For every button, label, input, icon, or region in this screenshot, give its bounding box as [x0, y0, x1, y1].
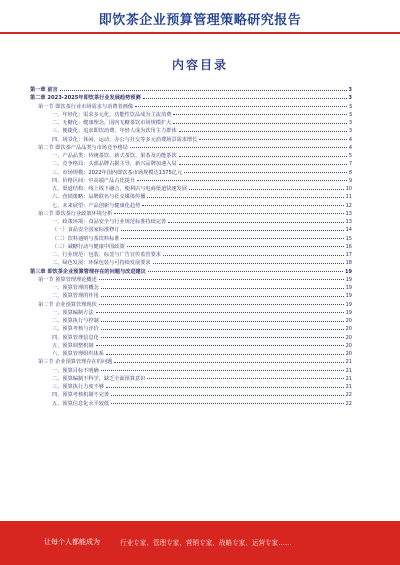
- toc-entry[interactable]: [30, 259, 352, 267]
- toc-entry-title: 五、渠道结构：线上线下融合，便利店与电商渠道快速发展: [52, 186, 187, 192]
- toc-entry[interactable]: [30, 284, 352, 292]
- toc-leader-dots: [147, 197, 343, 198]
- toc-entry[interactable]: [30, 111, 352, 119]
- toc-leader-dots: [101, 288, 344, 289]
- toc-leader-dots: [179, 164, 347, 165]
- toc-leader-dots: [99, 279, 344, 280]
- toc-entry[interactable]: [30, 94, 352, 102]
- toc-entry-page: 21: [345, 359, 352, 366]
- toc-entry-page: 16: [345, 243, 352, 250]
- toc-leader-dots: [111, 395, 344, 396]
- toc-entry-title: 第一节 预算管理理论概述: [38, 276, 97, 283]
- toc-entry[interactable]: [30, 185, 352, 193]
- toc-entry[interactable]: [30, 119, 352, 127]
- toc-leader-dots: [114, 213, 343, 214]
- toc-entry-title: 一、政策环境：食品安全与行业规范标准持续完善: [52, 219, 167, 225]
- toc-entry[interactable]: [30, 218, 352, 226]
- toc-leader-dots: [130, 147, 347, 148]
- toc-entry-page: 3: [348, 103, 352, 110]
- toc-leader-dots: [143, 98, 347, 99]
- toc-entry-title: 三、预算执行力度不够: [52, 384, 104, 390]
- toc-leader-dots: [153, 263, 344, 264]
- toc-entry[interactable]: [30, 391, 352, 399]
- toc-entry[interactable]: [30, 292, 352, 300]
- toc-entry-page: 7: [348, 161, 352, 168]
- toc-entry-title: 二、预算编制不科学，缺乏全面预算意识: [52, 375, 146, 382]
- toc-entry-page: 20: [345, 351, 352, 357]
- toc-entry[interactable]: [30, 152, 352, 160]
- toc-entry-page: 14: [345, 227, 352, 234]
- toc-entry[interactable]: [30, 383, 352, 391]
- toc-leader-dots: [101, 370, 344, 371]
- toc-entry-page: 21: [345, 375, 352, 382]
- toc-entry-page: 19: [345, 293, 352, 300]
- toc-entry[interactable]: [30, 177, 352, 185]
- toc-entry-page: 5: [348, 153, 352, 159]
- toc-entry-title: 四、场景化：休闲、运动、办公与社交等多元消费场景需求增长: [52, 136, 198, 143]
- toc-entry-page: 15: [345, 235, 352, 242]
- toc-leader-dots: [173, 123, 346, 124]
- toc-entry-title: 五、预算调整机制: [52, 342, 94, 349]
- toc-entry-title: 六、营销策略：品牌联名与社交媒体传播: [52, 194, 146, 201]
- toc-entry-title: 五、预算信息化水平较低: [52, 400, 110, 407]
- toc-leader-dots: [142, 205, 343, 206]
- toc-entry-title: 三、预算考核与评价: [52, 326, 99, 333]
- toc-leader-dots: [101, 296, 344, 297]
- toc-leader-dots: [101, 321, 344, 322]
- toc-entry-page: 19: [345, 301, 352, 308]
- toc-entry-page: 9: [348, 177, 352, 184]
- toc-entry-title: （二）饮料通则与茶饮料标准: [52, 235, 120, 242]
- toc-entry-page: 13: [345, 210, 352, 217]
- toc-entry-page: 19: [345, 285, 352, 291]
- toc-leader-dots: [199, 139, 347, 140]
- toc-entry-title: 第二节 企业预算管理现状: [38, 301, 97, 308]
- toc-entry-title: 三、便捷化：追求即饮消费，年轻人成为饮用主力群体: [52, 128, 177, 135]
- toc-leader-dots: [163, 255, 344, 256]
- toc-leader-dots: [127, 246, 344, 247]
- toc-entry-title: 二、预算管理的作用: [52, 293, 99, 300]
- footer-slogan: 让每个人都能成为: [44, 538, 100, 546]
- toc-entry-title: 二、无糖化：健康理念，国内无糖茶饮市场规模扩大: [52, 120, 172, 126]
- toc-entry[interactable]: [30, 160, 352, 168]
- toc-entry-title: 三、绿色发展：环保包装与可持续发展要求: [52, 260, 151, 267]
- toc-entry[interactable]: [30, 367, 352, 375]
- toc-leader-dots: [179, 131, 347, 132]
- toc-entry-title: 第三节 即饮茶行业政策环境分析: [38, 210, 113, 217]
- toc-entry[interactable]: [30, 243, 352, 251]
- toc-entry-page: 20: [345, 318, 352, 324]
- toc-entry-title: 二、行业规范：包装、标签与广告宣传监管要求: [52, 252, 161, 258]
- toc-entry-title: 一、预算目标不明确: [52, 367, 99, 374]
- toc-entry-page: 17: [345, 252, 352, 258]
- toc-leader-dots: [168, 222, 343, 223]
- toc-entry[interactable]: [30, 350, 352, 358]
- toc-leader-dots: [106, 354, 344, 355]
- toc-leader-dots: [96, 345, 344, 346]
- toc-leader-dots: [135, 106, 347, 107]
- toc-heading: 内容目录: [171, 58, 228, 72]
- toc-entry[interactable]: [30, 144, 352, 152]
- toc-leader-dots: [189, 189, 344, 190]
- toc-leader-dots: [114, 362, 343, 363]
- toc-leader-dots: [96, 312, 344, 313]
- toc-entry[interactable]: [30, 301, 352, 309]
- toc-entry-page: 18: [345, 260, 352, 267]
- toc-leader-dots: [121, 238, 343, 239]
- toc-leader-dots: [147, 378, 343, 379]
- report-title: 即饮茶企业预算管理策略研究报告: [98, 13, 302, 28]
- toc-entry-page: 3: [348, 128, 352, 135]
- toc-entry-title: 第一章 前言: [30, 87, 58, 93]
- toc-entry-title: 四、预算管理信息化: [52, 334, 99, 341]
- footer-tags: 行业专家、管理专家、营销专家、战略专家、运营专家……: [120, 539, 292, 547]
- toc-entry[interactable]: [30, 86, 352, 94]
- toc-leader-dots: [173, 114, 346, 115]
- toc-leader-dots: [101, 337, 344, 338]
- toc-entry-title: 四、预算考核机制不完善: [52, 392, 110, 399]
- toc-entry[interactable]: [30, 358, 352, 366]
- table-of-contents: [30, 86, 352, 408]
- toc-entry-title: 第二章 2023-2025年即饮茶行业发展趋势预测: [30, 95, 141, 102]
- toc-entry-page: 3: [348, 95, 352, 102]
- toc-entry[interactable]: [30, 226, 352, 234]
- toc-entry[interactable]: [30, 317, 352, 325]
- toc-entry[interactable]: [30, 136, 352, 144]
- toc-leader-dots: [60, 90, 347, 91]
- toc-leader-dots: [101, 329, 344, 330]
- toc-entry-page: 8: [348, 169, 352, 176]
- toc-entry-page: 21: [345, 384, 352, 390]
- toc-entry-title: 第三章 即饮茶企业预算管理存在的问题与改进建议: [30, 268, 146, 275]
- toc-entry-title: 二、竞争格局：头部品牌占据主导，新兴品牌加速入局: [52, 161, 177, 168]
- toc-entry-title: 第一节 即饮茶行业市场需求与消费者画像: [38, 103, 134, 110]
- toc-entry-title: 七、未来展望：产品创新与健康化趋势: [52, 202, 141, 209]
- toc-entry[interactable]: [30, 235, 352, 243]
- toc-entry-title: （一）食品安全国家标准修订: [52, 227, 120, 234]
- page-header: [0, 0, 400, 34]
- toc-entry-title: 四、价格区间：中高端产品占比提升: [52, 177, 136, 184]
- toc-entry[interactable]: [30, 103, 352, 111]
- toc-entry[interactable]: [30, 268, 352, 276]
- page-footer: [0, 521, 400, 565]
- toc-entry-title: 一、年轻化：需求多元化，功能性饮品成为主流消费: [52, 111, 172, 118]
- toc-entry-title: 二、预算执行与控制: [52, 318, 99, 324]
- toc-leader-dots: [121, 230, 343, 231]
- toc-entry-title: 一、预算管理的概念: [52, 285, 99, 291]
- toc-entry-title: 第三节 企业预算管理存在的问题: [38, 359, 113, 366]
- toc-entry[interactable]: [30, 202, 352, 210]
- toc-entry-page: 21: [345, 367, 352, 374]
- toc-entry-page: 19: [345, 309, 352, 316]
- toc-entry-page: 20: [345, 342, 352, 349]
- toc-entry-page: 4: [348, 136, 352, 143]
- toc-entry[interactable]: [30, 400, 352, 408]
- toc-leader-dots: [137, 180, 347, 181]
- toc-entry-title: 一、预算编制方法: [52, 309, 94, 316]
- toc-leader-dots: [148, 271, 343, 272]
- toc-entry-page: 22: [345, 400, 352, 407]
- toc-entry-page: 3: [348, 111, 352, 118]
- toc-entry[interactable]: [30, 309, 352, 317]
- toc-entry[interactable]: [30, 193, 352, 201]
- toc-leader-dots: [184, 172, 347, 173]
- toc-entry-page: 12: [345, 202, 352, 209]
- toc-entry-page: 19: [345, 268, 352, 275]
- toc-entry[interactable]: [30, 127, 352, 135]
- toc-leader-dots: [99, 304, 344, 305]
- toc-leader-dots: [106, 387, 344, 388]
- toc-entry[interactable]: [30, 251, 352, 259]
- toc-entry-page: 20: [345, 326, 352, 333]
- toc-entry-title: 三、市场规模：2022年国内即饮茶市场规模达1375亿元: [52, 169, 183, 176]
- toc-entry[interactable]: [30, 169, 352, 177]
- toc-entry-page: 3: [348, 120, 352, 126]
- toc-entry-page: 4: [348, 144, 352, 151]
- toc-leader-dots: [111, 403, 344, 404]
- toc-entry[interactable]: [30, 334, 352, 342]
- toc-leader-dots: [179, 156, 347, 157]
- toc-entry-title: 第二节 即饮茶产品品类与市场竞争格局: [38, 144, 128, 151]
- toc-entry-page: 22: [345, 392, 352, 399]
- toc-entry-page: 3: [348, 87, 352, 93]
- toc-entry[interactable]: [30, 342, 352, 350]
- toc-entry[interactable]: [30, 375, 352, 383]
- toc-entry-page: 10: [345, 186, 352, 192]
- toc-entry-title: 六、预算管理组织体系: [52, 351, 104, 357]
- toc-entry-title: （三）减糖行动与健康中国政策: [52, 243, 125, 250]
- toc-entry-page: 11: [345, 194, 352, 201]
- toc-entry-title: 一、产品品类：传统茶饮、新式茶饮、果茶及功能茶饮: [52, 153, 177, 159]
- toc-entry-page: 13: [345, 219, 352, 225]
- toc-entry[interactable]: [30, 210, 352, 218]
- toc-entry-page: 19: [345, 276, 352, 283]
- toc-entry-page: 20: [345, 334, 352, 341]
- toc-entry[interactable]: [30, 325, 352, 333]
- toc-entry[interactable]: [30, 276, 352, 284]
